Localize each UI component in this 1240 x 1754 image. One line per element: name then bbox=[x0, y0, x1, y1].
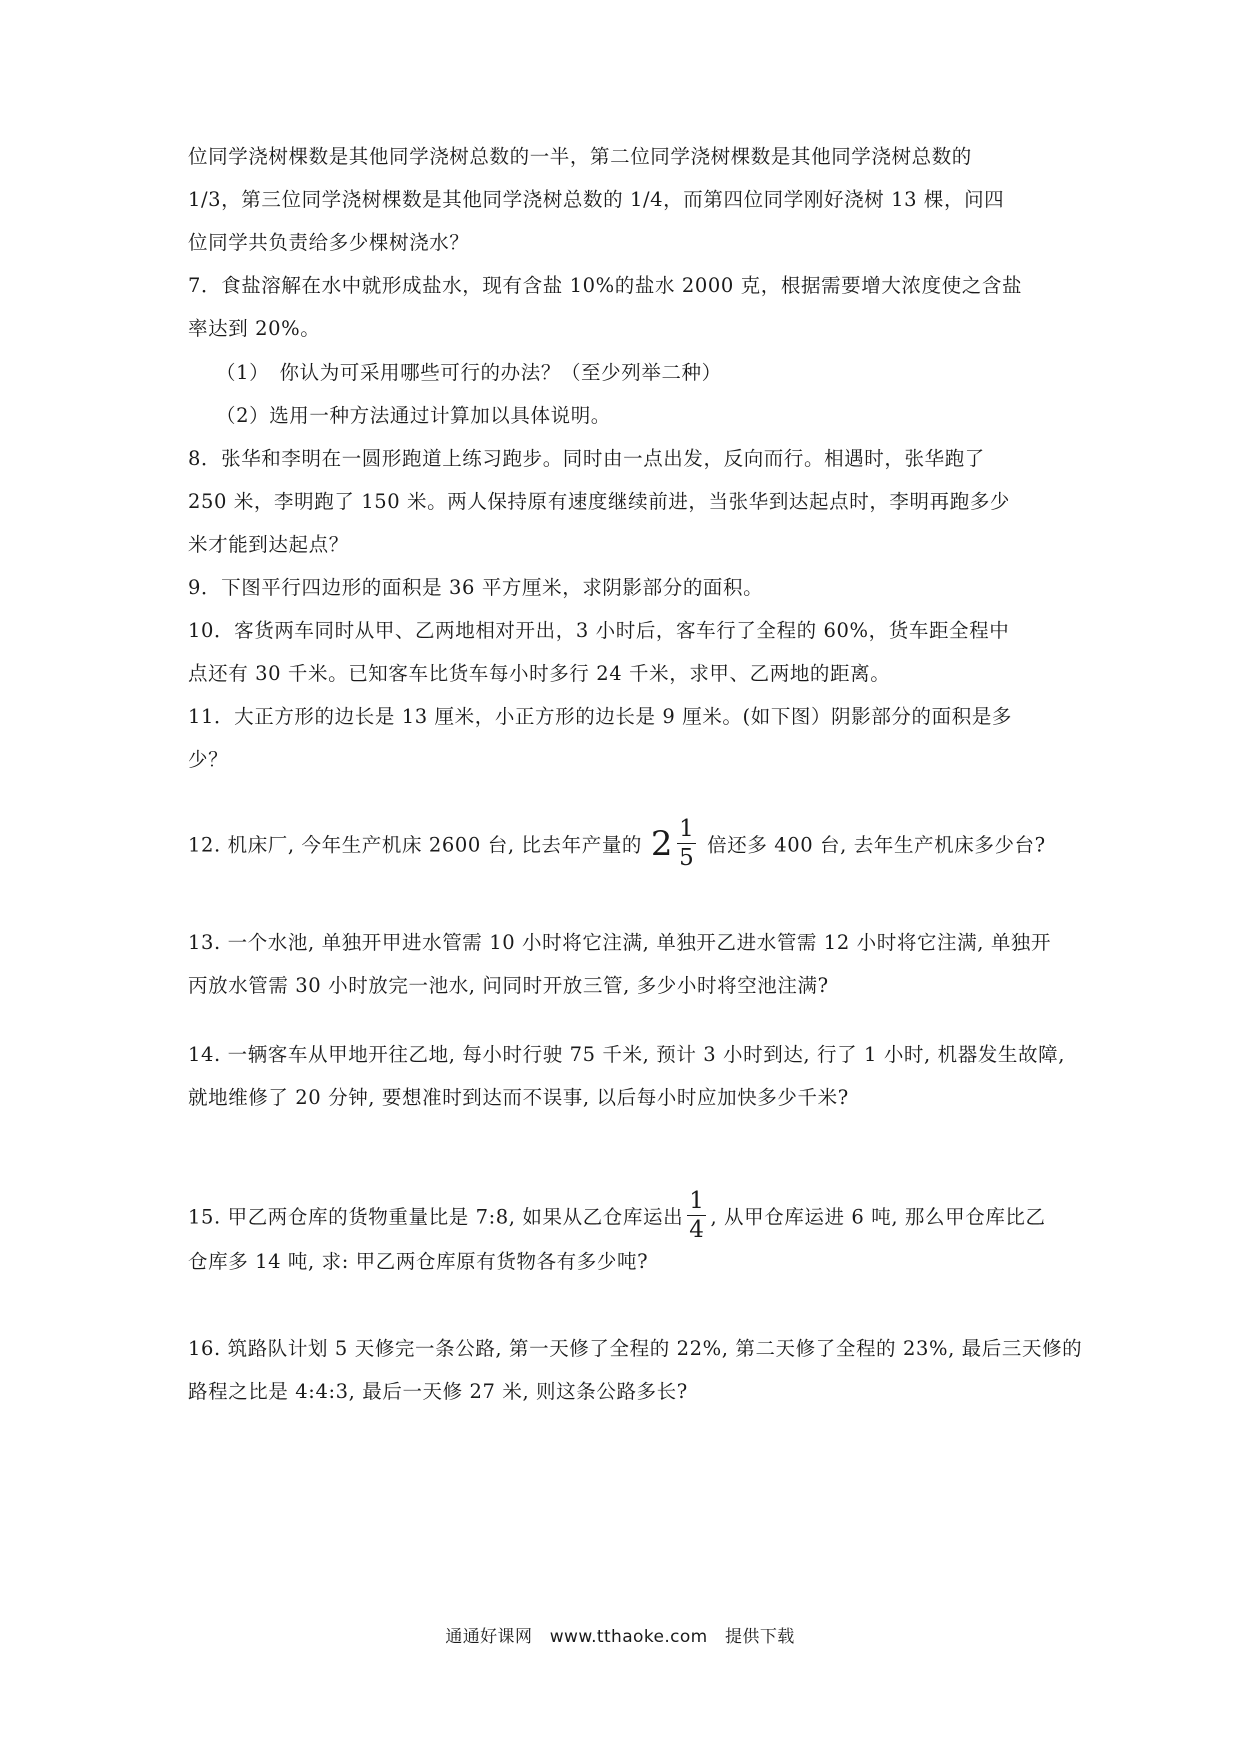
text-line: 仓库多 14 吨, 求: 甲乙两仓库原有货物各有多少吨? bbox=[188, 1250, 649, 1273]
question-12-text-a: 12. 机床厂, 今年生产机床 2600 台, 比去年产量的 bbox=[188, 833, 643, 857]
question-11: 11．大正方形的边长是 13 厘米，小正方形的边长是 9 厘米。(如下图）阴影部分的面积是多 bbox=[188, 705, 1013, 728]
question-16: 16. 筑路队计划 5 天修完一条公路, 第一天修了全程的 22%, 第二天修了全程的 23%, 最后三天修的 bbox=[188, 1337, 1083, 1360]
question-12-text-b: 倍还多 400 台, 去年生产机床多少台? bbox=[707, 833, 1046, 857]
question-10: 10．客货两车同时从甲、乙两地相对开出，3 小时后，客车行了全程的 60%，货车距全程中 bbox=[188, 619, 1010, 642]
fraction-numerator: 1 bbox=[689, 1188, 705, 1214]
sub-question-1: （1） 你认为可采用哪些可行的办法？（至少列举二种） bbox=[216, 361, 722, 384]
fraction-denominator: 4 bbox=[689, 1217, 705, 1243]
text-line: 位同学共负责给多少棵树浇水？ bbox=[188, 231, 470, 254]
fraction bbox=[687, 1190, 706, 1242]
text-line: 少？ bbox=[188, 748, 229, 771]
question-15-text-a: 15. 甲乙两仓库的货物重量比是 7:8, 如果从乙仓库运出 bbox=[188, 1205, 684, 1229]
fraction bbox=[677, 818, 696, 870]
text-line: 就地维修了 20 分钟, 要想准时到达而不误事, 以后每小时应加快多少千米? bbox=[188, 1086, 849, 1109]
question-15 bbox=[188, 1188, 1068, 1244]
question-14: 14. 一辆客车从甲地开往乙地, 每小时行驶 75 千米, 预计 3 小时到达, 行了 1 小时, 机器发生故障, bbox=[188, 1043, 1066, 1066]
mixed-number-whole: 2 bbox=[650, 824, 674, 864]
text-line: 率达到 20%。 bbox=[188, 317, 321, 340]
text-line: 点还有 30 千米。已知客车比货车每小时多行 24 千米，求甲、乙两地的距离。 bbox=[188, 662, 891, 685]
page-footer: 通通好课网 www.tthaoke.com 提供下载 bbox=[445, 1627, 795, 1647]
question-12 bbox=[188, 816, 1068, 872]
text-line: 丙放水管需 30 小时放完一池水, 问同时开放三管, 多少小时将空池注满? bbox=[188, 974, 829, 997]
text-line: 米才能到达起点？ bbox=[188, 533, 349, 556]
text-line: 位同学浇树棵数是其他同学浇树总数的一半，第二位同学浇树棵数是其他同学浇树总数的 bbox=[188, 145, 972, 168]
question-13: 13. 一个水池, 单独开甲进水管需 10 小时将它注满, 单独开乙进水管需 12 小时将它注满, 单独开 bbox=[188, 931, 1052, 954]
question-9: 9．下图平行四边形的面积是 36 平方厘米，求阴影部分的面积。 bbox=[188, 576, 764, 599]
fraction-numerator: 1 bbox=[679, 816, 695, 842]
text-line: 250 米，李明跑了 150 米。两人保持原有速度继续前进，当张华到达起点时，李明再跑多少 bbox=[188, 490, 1011, 513]
question-8: 8．张华和李明在一圆形跑道上练习跑步。同时由一点出发，反向而行。相遇时，张华跑了 bbox=[188, 447, 985, 470]
text-line: 1/3，第三位同学浇树棵数是其他同学浇树总数的 1/4，而第四位同学刚好浇树 13 棵，问四 bbox=[188, 188, 1005, 211]
question-7: 7．食盐溶解在水中就形成盐水，现有含盐 10%的盐水 2000 克，根据需要增大浓度使之含盐 bbox=[188, 274, 1023, 297]
fraction-denominator: 5 bbox=[679, 845, 695, 871]
sub-question-2: （2）选用一种方法通过计算加以具体说明。 bbox=[216, 404, 611, 427]
text-line: 路程之比是 4:4:3, 最后一天修 27 米, 则这条公路多长? bbox=[188, 1380, 688, 1403]
question-15-text-b: , 从甲仓库运进 6 吨, 那么甲仓库比乙 bbox=[710, 1205, 1046, 1229]
